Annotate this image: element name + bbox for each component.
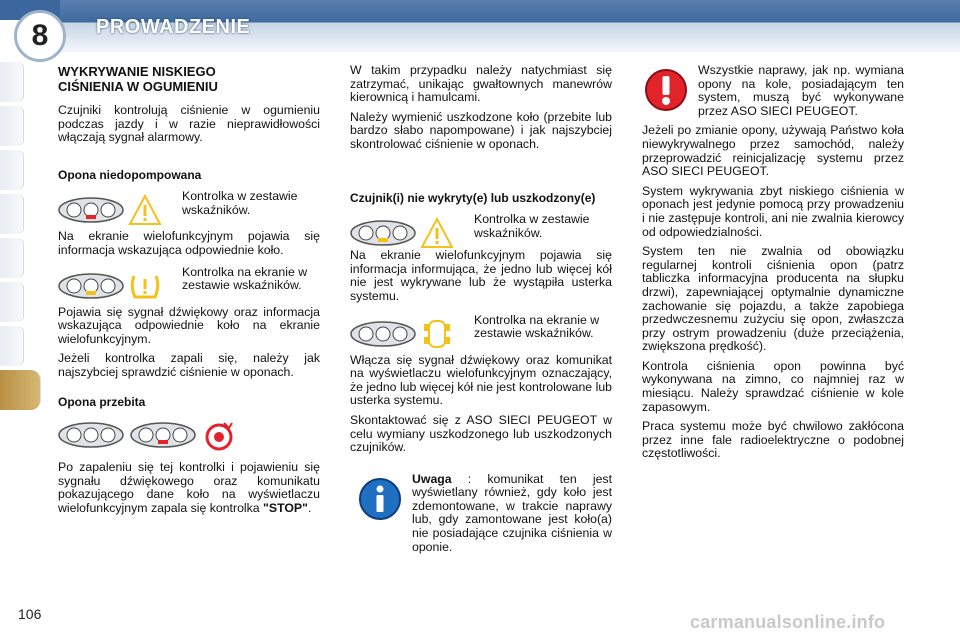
- note-text: [412, 473, 612, 555]
- side-tabs: [0, 62, 24, 414]
- check-monthly-text: Kontrola ciśnienia opon powinna być wykonywana na zimno, co najmniej raz w miesiącu. Należy sprawdzać ciśnienie w kole zapasowym.: [642, 358, 904, 414]
- punctured-icons: [58, 417, 258, 461]
- instrument-cluster-icon: [58, 422, 124, 448]
- side-tab-active[interactable]: [0, 370, 41, 410]
- side-tab[interactable]: [0, 150, 24, 190]
- interference-text: Praca systemu może być chwilowo zakłócona przez inne fale radioelektryczne o podobnej częstotliwości.: [642, 419, 904, 461]
- note-label: Uwaga: [412, 471, 452, 486]
- intro-text: Czujniki kontrolują ciśnienie w ogumieniu podczas jazdy i w razie nieprawidłowości włączają sygnał alarmowy.: [58, 103, 320, 145]
- stop-label: "STOP": [263, 500, 308, 515]
- punctured-heading: Opona przebita: [58, 394, 146, 409]
- warning-triangle-icon: [128, 194, 162, 226]
- info-icon: [358, 477, 402, 521]
- note-body: : komunikat ten jest wyświetlany również, gdy koło jest zdemontowane, w trakcie naprawy lub, gdy zamontowane jest koło(a) nie posiadające czujnika ciśnienia w oponie.: [412, 471, 612, 554]
- section-heading: [58, 64, 320, 94]
- instrument-cluster-icon: [350, 220, 416, 246]
- no-exemption-text: System ten nie zwalnia od obowiązku regularnej kontroli ciśnienia opon (patrz tabliczka informacyjna producenta na słupku drzwi), zapewniającej optymalnie dynamiczne zachowanie się pojazdu, a także zapobiega przedwczesnemu zużyciu się opon, zwłaszcza przy ostrym prowadzeniu (duże przeciążenia, zwiększona prędkość).: [642, 244, 904, 354]
- side-tab[interactable]: [0, 326, 24, 366]
- heading-line-2: CIŚNIENIA W OGUMIENIU: [58, 79, 218, 94]
- stop-immediately: W takim przypadku należy natychmiast się zatrzymać, unikając gwałtownych manewrów kierownicą i hamulcami.: [350, 63, 612, 105]
- repairs-text: Wszystkie naprawy, jak np. wymiana opony na kole, posiadającym ten system, muszą być wykonywane przez ASO SIECI PEUGEOT.: [698, 63, 904, 118]
- side-tab[interactable]: [0, 282, 24, 322]
- change-tyre-text: Jeżeli po zmianie opony, używają Państwo koła niewykrywalnego przez samochód, należy przeprowadzić reinicjalizację systemu przez ASO SIECI PEUGEOT.: [642, 123, 904, 179]
- repairs-box: [642, 64, 904, 124]
- heading-line-1: WYKRYWANIE NISKIEGO: [58, 64, 216, 79]
- side-tab[interactable]: [0, 238, 24, 278]
- sensor-beep-info: Włącza się sygnał dźwiękowy oraz komunikat na wyświetlaczu wielofunkcyjnym oznaczający, że jedno lub więcej kół nie jest kontrolowane lub usterka systemu.: [350, 352, 612, 408]
- beep-info: Pojawia się sygnał dźwiękowy oraz informacja wskazująca odpowiednie koło na ekranie wielofunkcyjnym.: [58, 304, 320, 346]
- side-tab[interactable]: [0, 62, 24, 102]
- page-title: PROWADZENIE: [96, 16, 251, 38]
- contact-dealer: Skontaktować się z ASO SIECI PEUGEOT w celu wymiany uszkodzonego lub uszkodzonych czujników.: [350, 412, 612, 455]
- screen-lamp-text: Kontrolka na ekranie w zestawie wskaźników.: [182, 264, 308, 293]
- sensor-heading: Czujnik(i) nie wykryty(e) lub uszkodzony(e): [350, 190, 596, 205]
- warning-lamp-row: [58, 190, 320, 226]
- instrument-cluster-icon: [130, 422, 196, 448]
- chapter-number: 8: [14, 10, 66, 62]
- sensor-info: Na ekranie wielofunkcyjnym pojawia się informacja informująca, że jedno lub więcej kół nie jest wykrywane lub że wystąpiła usterka systemu.: [350, 248, 612, 303]
- warning-lamp-text: Kontrolka w zestawie wskaźników.: [182, 189, 298, 217]
- multifunction-info: Na ekranie wielofunkcyjnym pojawia się informacja wskazująca odpowiednie koło.: [58, 229, 320, 257]
- flat-tyre-icon: [202, 419, 236, 451]
- sensor-screen-text: Kontrolka na ekranie w zestawie wskaźników.: [474, 312, 600, 341]
- sensor-lamp-text: Kontrolka w zestawie wskaźników.: [474, 212, 590, 240]
- punctured-text: [58, 461, 320, 515]
- sensor-lamp-row: [350, 213, 612, 249]
- instrument-cluster-icon: [58, 197, 124, 223]
- underinflated-heading: Opona niedopompowana: [58, 167, 202, 182]
- column-3: [642, 64, 904, 467]
- page-number: 106: [18, 606, 42, 622]
- sensor-screen-row: [350, 314, 612, 350]
- lamp-lit-info: Jeżeli kontrolka zapali się, należy jak najszybciej sprawdzić ciśnienie w oponach.: [58, 351, 320, 379]
- instrument-cluster-icon: [58, 273, 124, 299]
- screen-lamp-row: [58, 266, 320, 302]
- low-detection-text: System wykrywania zbyt niskiego ciśnienia w oponach jest jedynie pomocą przy prowadzeniu i nie zastępuje kontroli, ani nie zwalnia kierowcy od odpowiedzialności.: [642, 183, 904, 239]
- punctured-text-body: Po zapaleniu się tej kontrolki i pojawieniu się sygnału dźwiękowego oraz komunikatu pokazującego dane koło na wyświetlaczu wielofunkcyjnym zapala się kontrolka: [58, 460, 320, 515]
- side-tab[interactable]: [0, 106, 24, 146]
- instrument-cluster-icon: [350, 321, 416, 347]
- car-wheels-icon: [420, 318, 454, 350]
- column-2: [350, 64, 612, 560]
- replace-wheel: Należy wymienić uszkodzone koło (przebite lub bardzo słabo napompowane) i jak najszybciej skontrolować ciśnienie w oponach.: [350, 109, 612, 151]
- warning-triangle-icon: [420, 217, 454, 249]
- column-1: [58, 64, 320, 522]
- tyre-pressure-icon: [128, 270, 162, 302]
- note-box: [350, 473, 612, 561]
- side-tab[interactable]: [0, 194, 24, 234]
- watermark: carmanualsonline.info: [690, 612, 886, 632]
- stop-after: .: [307, 500, 312, 515]
- exclamation-icon: [644, 68, 688, 112]
